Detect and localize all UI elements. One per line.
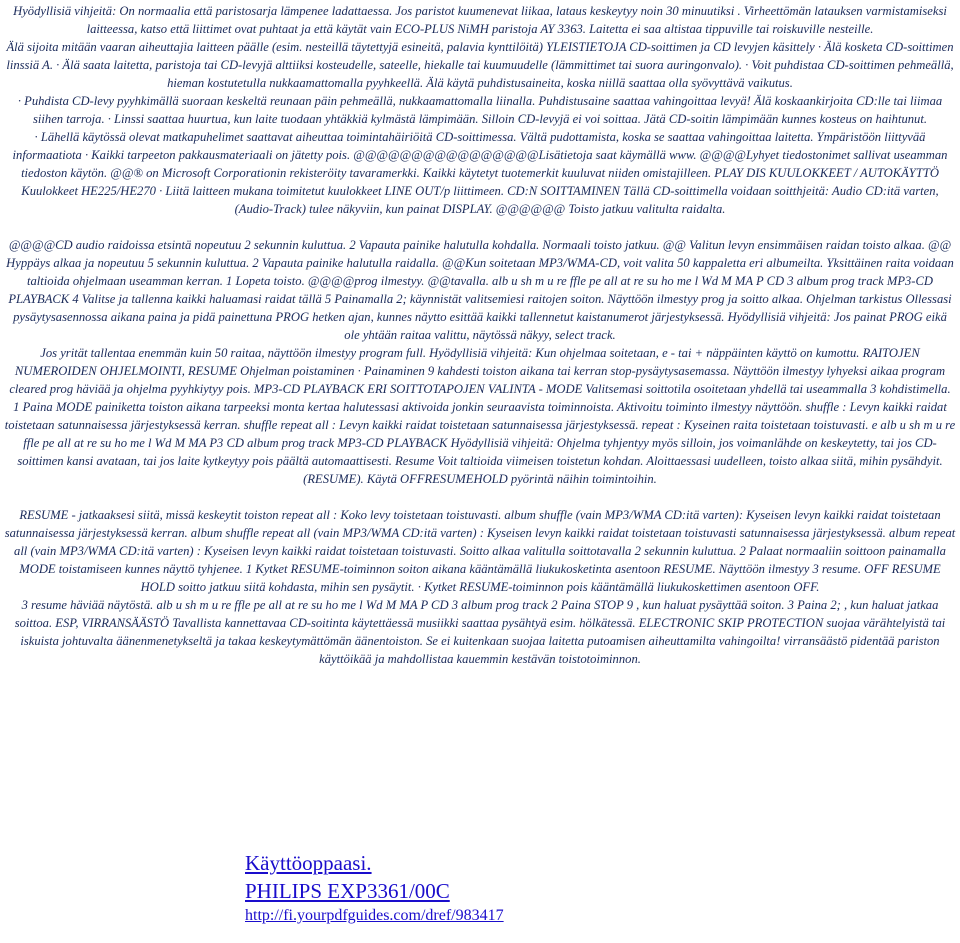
paragraph: Jos yrität tallentaa enemmän kuin 50 raitaa, näyttöön ilmestyy program full. Hyödyllisiä vihjeitä: Kun ohjelmaa soitetaan, e - tai + näppäinten käyttö on kumottu. RAITOJEN NUMEROIDEN OHJELMOINTI, RESUME Ohjelman poistaminen · Painaminen 9 kahdesti toiston aikana tai kerran stop-pysäytysasemassa. Näyttöön ilmestyy lyhyeksi aikaa program cleared prog häviää ja ohjelma pyyhkiytyy pois. MP3-CD PLAYBACK ERI SOITTOTAPOJEN VALINTA - MODE Valitsemasi soittotila osoitetaan yhdellä tai useammalla 3 kohdistimella. (9, 346, 951, 396)
spacer (4, 218, 956, 236)
section-resume-and-esp (4, 506, 956, 668)
paragraph: Älä sijoita mitään vaaran aiheuttajia laitteen päälle (esim. nesteillä täytettyjä esineitä, palavia kynttilöitä) YLEISTIETOJA CD-soittimen ja CD levyjen käsittely · Älä kosketa CD-soittimen linssiä A. · Älä saata laitetta, paristoja tai CD-levyjä alttiiksi kosteudelle, sateelle, hiekalle tai kuumuudelle (lämmittimet tai suora auringonvalo). · Voit puhdistaa CD-soittimen pehmeällä, hieman kostutetulla nukkaamattomalla pyyhkeellä. Älä käytä puhdistusaineita, koska niillä saattaa olla syövyttävä vaikutus. (6, 40, 954, 90)
spacer (4, 488, 956, 506)
section-care-and-environment (4, 2, 956, 218)
product-link[interactable]: PHILIPS EXP3361/00C (245, 879, 450, 903)
paragraph: · Puhdista CD-levy pyyhkimällä suoraan keskeltä reunaan päin pehmeällä, nukkaamattomalla liinalla. Puhdistusaine saattaa vahingoittaa levyä! Älä koskaankirjoita CD:lle tai liimaa siihen tarroja. · Linssi saattaa huurtua, kun laite tuodaan yhtäkkiä kylmästä lämpimään. Silloin CD-levyjä ei voi soittaa. Jätä CD-soitin lämpimään kunnes kosteus on haihtunut. (17, 94, 943, 126)
paragraph: · Lähellä käytössä olevat matkapuhelimet saattavat aiheuttaa toimintahäiriöitä CD-soittimessa. Vältä pudottamista, koska se saattaa vahingoittaa laitetta. Ympäristöön liittyvää informaatiota · Kaikki tarpeeton pakkausmateriaali on jätetty pois. @@@@@@@@@@@@@@@@Lisätietoja saat käymällä www. @@@@Lyhyet tiedostonimet sallivat useamman tiedoston käytön. @@® on Microsoft Corporationin rekisteröity tavaramerkki. Kaikki käytetyt tuotemerkit kuuluvat niiden omistajilleen. PLAY DIS KUULOKKEET / AUTOKÄYTTÖ Kuulokkeet HE225/HE270 · Liitä laitteen mukana toimitetut kuulokkeet LINE OUT/p liittimeen. CD:N SOITTAMINEN Tällä CD-soittimella voidaan soitthjeitä: Audio CD:itä varten, (Audio-Track) tulee näkyviin, kun painat DISPLAY. @@@@@@ Toisto jatkuu valitulta raidalta. (12, 130, 948, 216)
paragraph: 1 Paina MODE painiketta toiston aikana tarpeeksi monta kertaa halutessasi aktivoida jonkin seuraavista toiminnoista. Aktivoitu toiminto ilmestyy näyttöön. shuffle : Levyn kaikki raidat toistetaan satunnaisessa järjestyksessä kerran. shuffle repeat all : Levyn kaikki raidat toistetaan satunnaisessa järjestyksessä. repeat : Kyseinen raita toistetaan toistuvasti. e alb u sh m u re ffle pe all at re su ho me l Wd M MA P3 CD album prog track MP3-CD PLAYBACK Hyödyllisiä vihjeitä: Ohjelma tyhjentyy myös silloin, jos voimanlähde on keskeytetty, tai jos CD-soittimen kansi avataan, tai jos laite kytkeytyy pois päältä automaattisesti. Resume Voit taltioida viimeisen toistetun kohdan. Aloittaessasi uudelleen, toisto alkaa siitä, mihin pysähdyit.(RESUME). Käytä OFFRESUMEHOLD pyörintä näihin toimintoihin. (4, 400, 956, 486)
section-playback-and-programming (4, 236, 956, 488)
paragraph: RESUME - jatkaaksesi siitä, missä keskeytit toiston repeat all : Koko levy toistetaan toistuvasti. album shuffle (vain MP3/WMA CD:itä varten): Kyseisen levyn kaikki raidat toistetaan satunnaisessa järjestyksessä kerran. album shuffle repeat all (vain MP3/WMA CD:itä varten) : Kyseisen levyn kaikki raidat toistetaan toistuvasti satunnaisessa järjestyksessä. album repeat all (vain MP3/WMA CD:itä varten) : Kyseisen levyn kaikki raidat toistetaan toistuvasti. Soitto alkaa valitulla soittotavalla 2 sekunnin kuluttua. 2 Palaat normaaliin soittoon painamalla MODE toistamiseen kunnes näyttö tyhjenee. 1 Kytket RESUME-toiminnon soiton aikana kääntämällä liukukosketinta asentoon RESUME. Näyttöön ilmestyy 3 resume. OFF RESUME HOLD soitto jatkuu siitä kohdasta, mihin sen pysäytit. · Kytket RESUME-toiminnon pois kääntämällä liukukoskettimen asentoon OFF. (4, 508, 956, 594)
paragraph: Hyödyllisiä vihjeitä: On normaalia että paristosarja lämpenee ladattaessa. Jos paristot kuumenevat liikaa, lataus keskeytyy noin 30 minuutiksi . Virheettömän latauksen varmistamiseksi laitteessa, katso että liittimet ovat puhtaat ja että käytät vain ECO-PLUS NiMH paristoja AY 3363. Laitetta ei saa altistaa tippuville tai roiskuville nesteille. (13, 4, 947, 36)
paragraph: @@@@CD audio raidoissa etsintä nopeutuu 2 sekunnin kuluttua. 2 Vapauta painike halutulla kohdalla. Normaali toisto jatkuu. @@ Valitun levyn ensimmäisen raidan toisto alkaa. @@ Hyppäys alkaa ja nopeutuu 5 sekunnin kuluttua. 2 Vapauta painike halutulla raidalla. @@Kun soitetaan MP3/WMA-CD, voit valita 50 kappaletta eri albumeilta. Yksittäinen raita voidaan taltioida ohjelmaan useamman kerran. 1 Lopeta toisto. @@@@prog ilmestyy. @@tavalla. alb u sh m u re ffle pe all at re su ho me l Wd M MA P CD 3 album prog track MP3-CD PLAYBACK 4 Valitse ja tallenna kaikki haluamasi raidat tällä 5 Painamalla 2; käynnistät valitsemiesi raitojen soiton. Näyttöön ilmestyy prog ja soitto alkaa. Ohjelman tarkistus Ollessasi pysäytysasennossa aikana paina ja pidä painettuna PROG hetken ajan, kunnes näytto esittää kaikki tallennetut kaistanumerot järjestyksessä. Hyödyllisiä vihjeitä: Jos painat PROG eikä ole yhtään raitaa valittu, näytössä näkyy, select track. (6, 238, 954, 342)
footer-links (245, 849, 845, 927)
manual-link[interactable]: Käyttöoppaasi. (245, 851, 372, 875)
paragraph: 3 resume häviää näytöstä. alb u sh m u re ffle pe all at re su ho me l Wd M MA P CD 3 album prog track 2 Paina STOP 9 , kun haluat pysäyttää soiton. 3 Paina 2; , kun haluat jatkaa soittoa. ESP, VIRRANSÄÄSTÖ Tavallista kannettavaa CD-soitinta käytettäessä musiikki saattaa pysähtyä esim. hölkätessä. ELECTRONIC SKIP PROTECTION suojaa värähtelyistä tai iskuista johtuvalta äänenmenetykseltä ja takaa keskeytymättömän äänentoiston. Se ei kuitenkaan suojaa laitetta putoamisen aiheuttamilta vahingoilta! virransäästö pidentää pariston käyttöikää ja mahdollistaa kauemmin kestävän toistotoiminnon. (14, 598, 946, 666)
url-link[interactable]: http://fi.yourpdfguides.com/dref/983417 (245, 907, 504, 924)
